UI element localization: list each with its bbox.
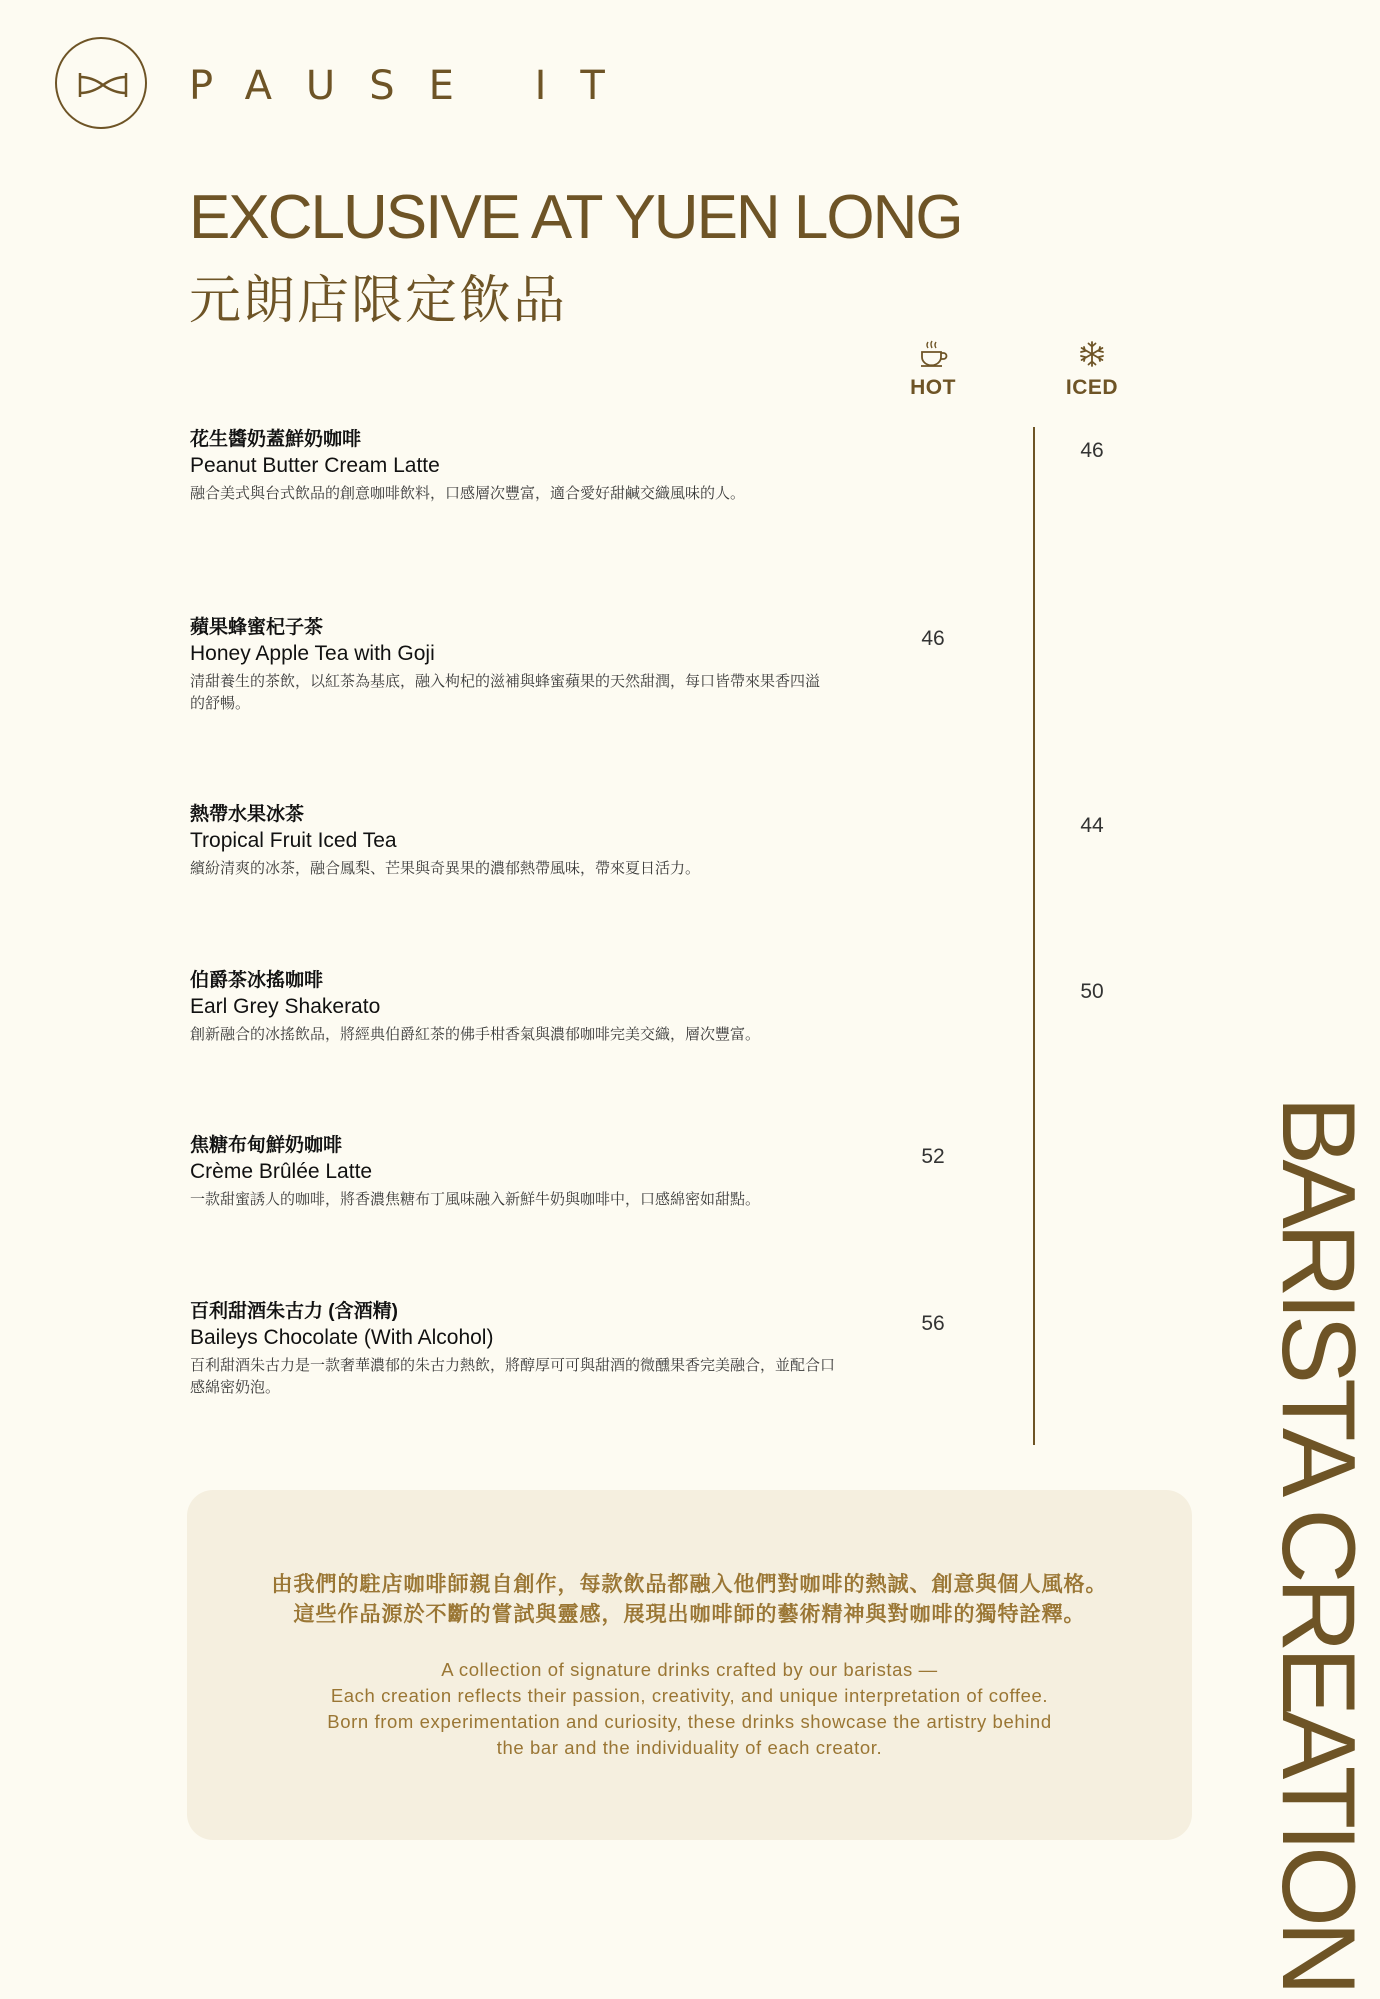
item-price-hot: 56: [921, 1312, 945, 1335]
info-zh-line: 這些作品源於不斷的嘗試與靈感，展現出咖啡師的藝術精神與對咖啡的獨特詮釋。: [293, 1603, 1086, 1626]
item-name-zh: 伯爵茶冰搖咖啡: [190, 970, 324, 991]
snowflake-icon: [1078, 340, 1106, 368]
menu-item: [190, 616, 850, 715]
page-title-en: EXCLUSIVE AT YUEN LONG: [189, 183, 962, 252]
item-name-en: Tropical Fruit Iced Tea: [190, 829, 397, 852]
brand-name: PAUSE IT: [189, 63, 639, 109]
side-title: BARISTA CREATION: [1260, 1096, 1376, 1991]
hot-label: HOT: [910, 376, 956, 399]
iced-label: ICED: [1065, 376, 1119, 399]
column-divider: [1033, 427, 1035, 1445]
logo-mark-icon: [57, 39, 149, 131]
item-price-iced: 44: [1080, 814, 1104, 837]
item-name-zh: 花生醬奶蓋鮮奶咖啡: [190, 429, 362, 450]
item-name-zh: 蘋果蜂蜜杞子茶: [190, 617, 324, 638]
menu-item: [190, 803, 850, 880]
info-en-line: Each creation reflects their passion, creativity, and unique interpretation of coffee.: [330, 1685, 1049, 1706]
coffee-cup-icon: [918, 340, 948, 368]
menu-item: [190, 428, 850, 505]
item-name-en: Peanut Butter Cream Latte: [190, 454, 440, 477]
info-panel: [187, 1490, 1192, 1840]
menu-item: [190, 969, 850, 1046]
item-name-zh: 熱帶水果冰茶: [190, 804, 305, 825]
page-title-zh: 元朗店限定飲品: [189, 272, 568, 330]
item-name-en: Honey Apple Tea with Goji: [190, 642, 435, 665]
item-name-en: Baileys Chocolate (With Alcohol): [190, 1326, 494, 1349]
item-description: 融合美式與台式飲品的創意咖啡飲料，口感層次豐富，適合愛好甜鹹交織風味的人。: [190, 485, 746, 502]
item-name-en: Earl Grey Shakerato: [190, 995, 381, 1018]
hot-column-header: [893, 340, 973, 400]
pause-it-logo: [55, 37, 147, 129]
info-zh-line: 由我們的駐店咖啡師親自創作，每款飲品都融入他們對咖啡的熱誠、創意與個人風格。: [271, 1573, 1108, 1596]
info-en-line: the bar and the individuality of each creator.: [496, 1737, 883, 1758]
menu-item: [190, 1134, 850, 1211]
item-price-hot: 52: [921, 1145, 945, 1168]
iced-column-header: [1052, 340, 1132, 400]
item-price-iced: 50: [1080, 980, 1104, 1003]
item-description: 清甜養生的茶飲，以紅茶為基底，融入枸杞的滋補與蜂蜜蘋果的天然甜潤，每口皆帶來果香四溢的舒暢。: [190, 673, 821, 712]
item-description: 繽紛清爽的冰茶，融合鳳梨、芒果與奇異果的濃郁熱帶風味，帶來夏日活力。: [190, 860, 701, 877]
item-name-zh: 焦糖布甸鮮奶咖啡: [190, 1135, 343, 1156]
info-text-zh: [187, 1570, 1192, 1630]
info-en-line: A collection of signature drinks crafted by our baristas —: [441, 1659, 938, 1680]
item-name-zh: 百利甜酒朱古力 (含酒精): [190, 1301, 398, 1322]
item-description: 一款甜蜜誘人的咖啡，將香濃焦糖布丁風味融入新鮮牛奶與咖啡中，口感綿密如甜點。: [190, 1191, 761, 1208]
info-text-en: [187, 1657, 1192, 1761]
item-price-hot: 46: [921, 627, 945, 650]
menu-item: [190, 1300, 850, 1399]
item-price-iced: 46: [1080, 439, 1104, 462]
item-description: 創新融合的冰搖飲品，將經典伯爵紅茶的佛手柑香氣與濃郁咖啡完美交織，層次豐富。: [190, 1026, 761, 1043]
item-name-en: Crème Brûlée Latte: [190, 1160, 373, 1183]
item-description: 百利甜酒朱古力是一款奢華濃郁的朱古力熱飲，將醇厚可可與甜酒的微醺果香完美融合，並配合口感綿密奶泡。: [190, 1357, 836, 1396]
info-en-line: Born from experimentation and curiosity, these drinks showcase the artistry behind: [327, 1711, 1052, 1732]
